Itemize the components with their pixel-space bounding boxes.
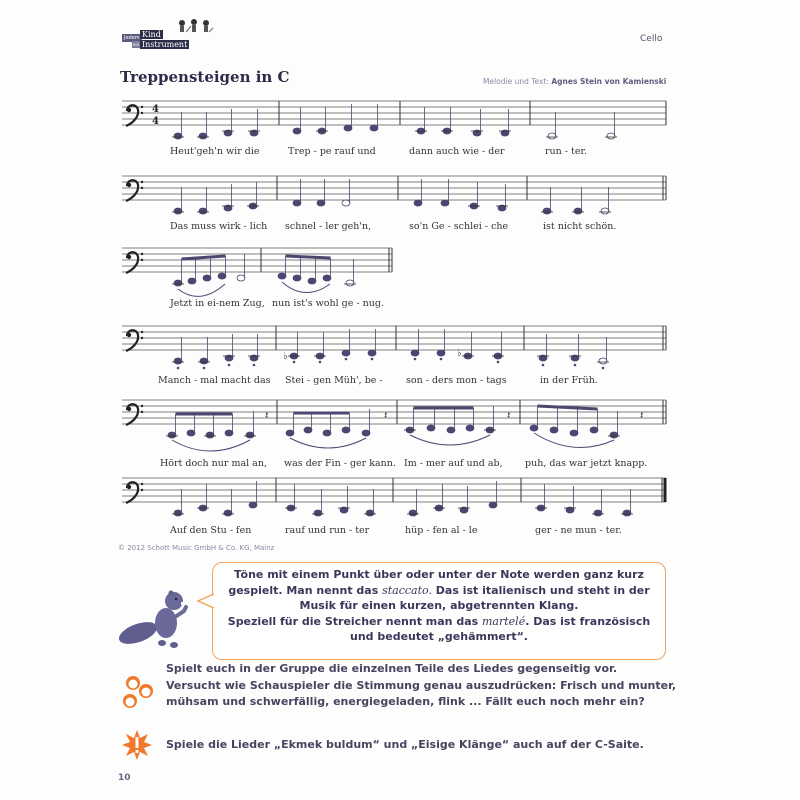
page-number: 10 bbox=[118, 773, 131, 783]
lyric: Auf den Stu - fen bbox=[170, 525, 252, 536]
lyric: schnel - ler geh'n, bbox=[285, 221, 372, 232]
lyric: Heut'geh'n wir die bbox=[170, 146, 260, 157]
lyric: Manch - mal macht das bbox=[158, 375, 271, 386]
svg-text:4: 4 bbox=[152, 104, 159, 115]
svg-text:𝄽: 𝄽 bbox=[640, 409, 644, 422]
lyric: was der Fin - ger kann. bbox=[284, 458, 396, 469]
svg-text:𝄽: 𝄽 bbox=[265, 409, 269, 422]
lyric: ist nicht schön. bbox=[543, 221, 617, 232]
copyright-notice: © 2012 Schott Music GmbH & Co. KG, Mainz bbox=[118, 544, 275, 552]
svg-text:𝄽: 𝄽 bbox=[384, 409, 388, 422]
lyric: Stei - gen Müh', be - bbox=[285, 375, 383, 386]
lyric: puh, das war jetzt knapp. bbox=[525, 458, 648, 469]
song-title: Treppensteigen in C bbox=[120, 68, 290, 86]
task-play-songs: Spiele die Lieder „Ekmek buldum“ und „Eisige Klänge“ auch auf der C-Saite. bbox=[166, 738, 644, 751]
lyric: rauf und run - ter bbox=[285, 525, 370, 536]
svg-text:4: 4 bbox=[152, 116, 159, 127]
staff-1 bbox=[122, 101, 666, 125]
lyric: so'n Ge - schlei - che bbox=[409, 221, 509, 232]
lyric: son - ders mon - tags bbox=[406, 375, 507, 386]
svg-text:♭: ♭ bbox=[457, 348, 462, 359]
bubble-pointer bbox=[197, 593, 215, 609]
svg-text:♭: ♭ bbox=[283, 351, 288, 362]
bass-clef-icon bbox=[126, 105, 143, 126]
lyric: run - ter. bbox=[545, 146, 587, 157]
lyric: dann auch wie - der bbox=[409, 146, 505, 157]
series-logo: Jedem Kind ein Instrument bbox=[118, 28, 198, 50]
lyric: Trep - pe rauf und bbox=[288, 146, 376, 157]
song-credit: Melodie und Text: Agnes Stein von Kamienski bbox=[483, 77, 667, 86]
lyric: hüp - fen al - le bbox=[405, 525, 478, 536]
lyric: ger - ne mun - ter. bbox=[535, 525, 622, 536]
instrument-label: Cello bbox=[640, 34, 663, 44]
lyric: Im - mer auf und ab, bbox=[404, 458, 503, 469]
group-kids-icon bbox=[120, 675, 154, 709]
lyric: Hört doch nur mal an, bbox=[160, 458, 267, 469]
lyric: Jetzt in ei-nem Zug, bbox=[170, 298, 265, 309]
tip-speech-bubble: Töne mit einem Punkt über oder unter der Note werden ganz kurz gespielt. Man nennt das staccato. Das ist italienisch und steht in der Musik für einen kurzen, abgetrennten Klang. Speziell für die Streicher nennt man das martelé. Das ist französisch und bedeutet „gehämmert“. bbox=[212, 562, 666, 660]
beaver-mascot-icon bbox=[118, 585, 198, 655]
exclamation-burst-icon bbox=[122, 730, 152, 760]
svg-text:𝄽: 𝄽 bbox=[507, 409, 511, 422]
lyric: nun ist's wohl ge - nug. bbox=[272, 298, 384, 309]
lyric: in der Früh. bbox=[540, 375, 598, 386]
task-group-play: Spielt euch in der Gruppe die einzelnen Teile des Liedes gegenseitig vor. Versucht wie Schauspieler die Stimmung genau auszudrücken: Frisch und munter, mühsam und schwerfällig, energiegeladen, flink ... Fällt euch noch mehr ein? bbox=[166, 662, 677, 708]
lyric: Das muss wirk - lich bbox=[170, 221, 268, 232]
